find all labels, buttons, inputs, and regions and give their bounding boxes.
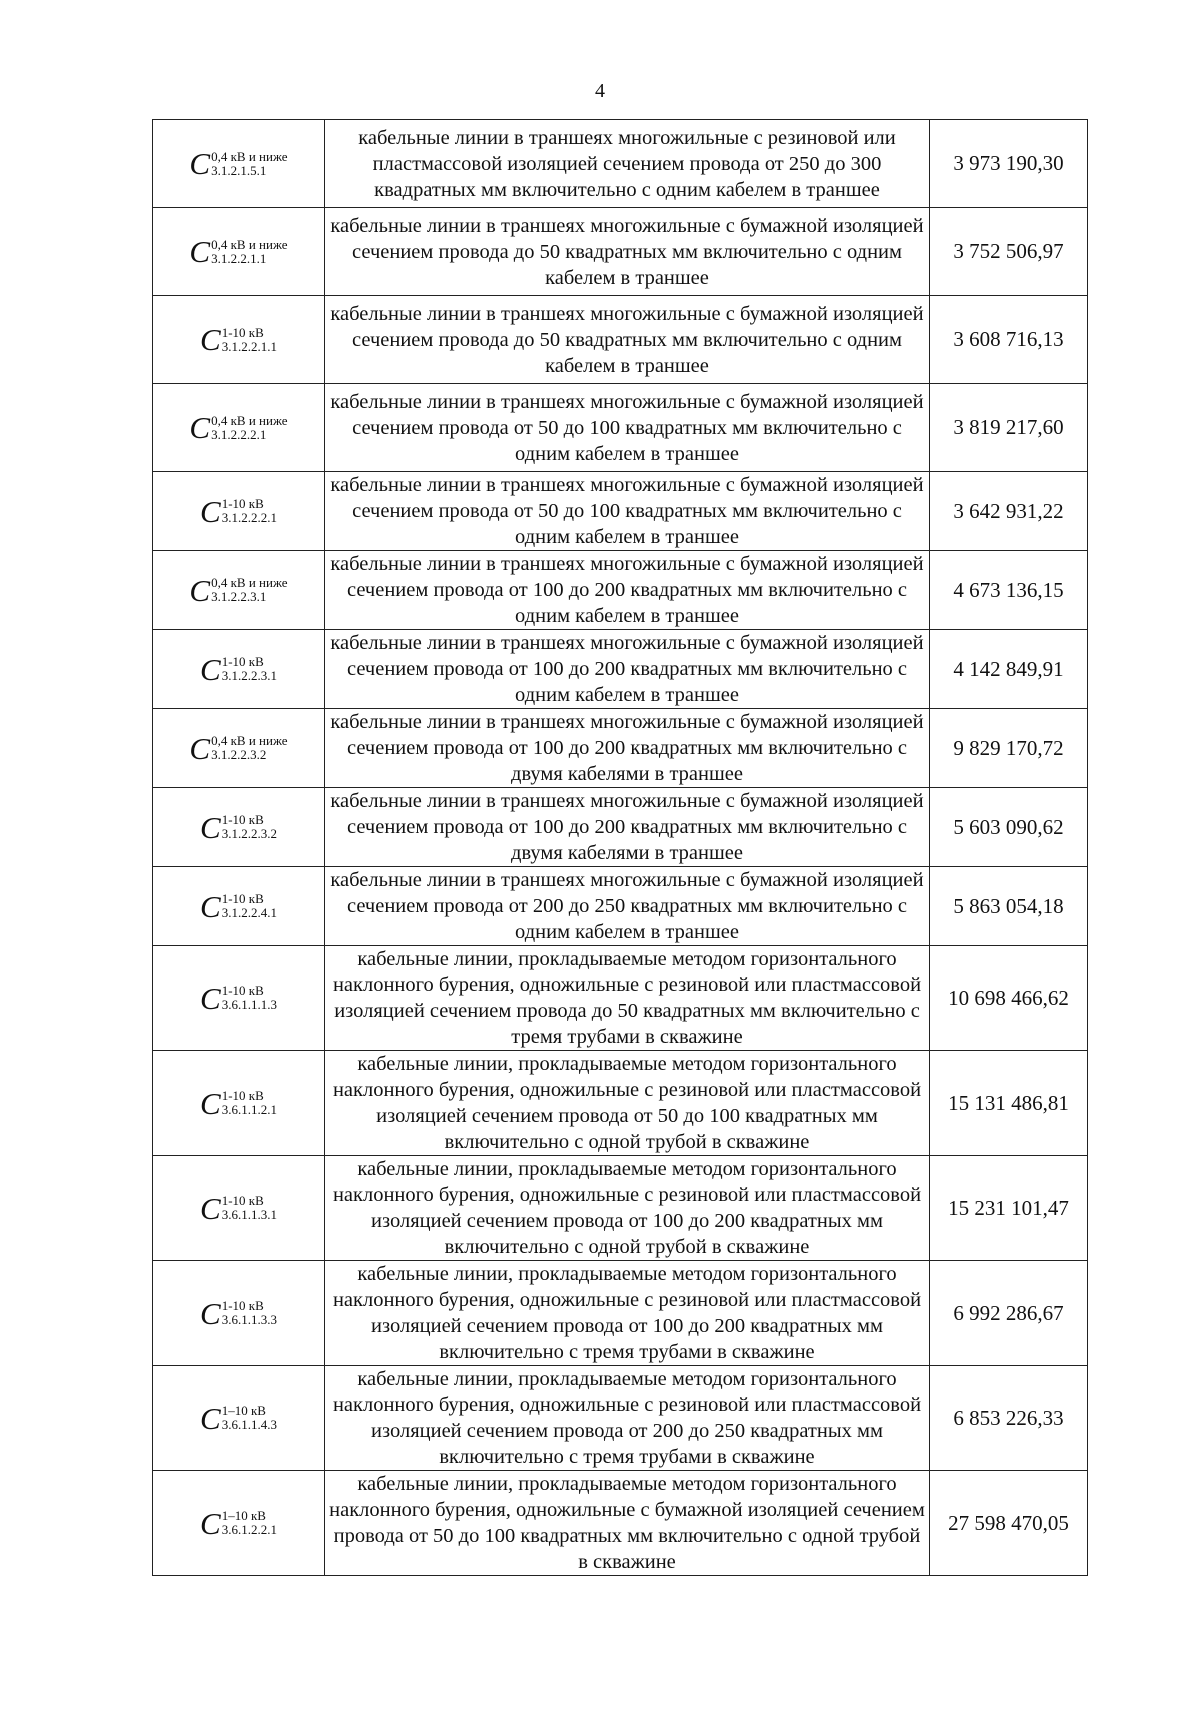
rate-code-cell [153, 1156, 325, 1261]
rate-description: кабельные линии в траншеях многожильные с бумажной изоляцией сечением провода от 50 до 100 квадратных мм включительно с одним кабелем в траншее [325, 472, 930, 551]
rate-value: 10 698 466,62 [930, 946, 1088, 1051]
rate-symbol-letter: C [200, 1400, 221, 1436]
rate-index: 3.1.2.2.3.2 [211, 747, 267, 762]
rate-description: кабельные линии, прокладываемые методом горизонтального наклонного бурения, одножильные с резиновой или пластмассовой изоляцией сечением провода до 50 квадратных мм включительно с тремя трубами в скважине [325, 946, 930, 1051]
rate-code-cell [153, 788, 325, 867]
table-row [153, 1051, 1088, 1156]
rate-voltage-class: 1-10 кВ [221, 496, 264, 512]
rate-value: 5 603 090,62 [930, 788, 1088, 867]
rate-voltage-class: 0,4 кВ и ниже [211, 575, 288, 591]
rate-value: 3 608 716,13 [930, 296, 1088, 384]
rate-symbol-letter: C [189, 572, 211, 608]
rate-index: 3.6.1.1.3.3 [221, 1312, 277, 1327]
rate-symbol-letter: C [200, 322, 221, 357]
rate-voltage-class: 1-10 кВ [221, 1088, 264, 1104]
rate-voltage-class: 1-10 кВ [221, 891, 264, 907]
table-row [153, 296, 1088, 384]
rate-description: кабельные линии, прокладываемые методом горизонтального наклонного бурения, одножильные с бумажной изоляцией сечением провода от 50 до 100 квадратных мм включительно с одной трубой в скважине [325, 1471, 930, 1576]
rate-value: 3 973 190,30 [930, 120, 1088, 208]
rate-voltage-class: 1-10 кВ [221, 654, 264, 670]
rate-voltage-class: 1–10 кВ [221, 1508, 266, 1524]
table-row [153, 709, 1088, 788]
rate-description: кабельные линии в траншеях многожильные с бумажной изоляцией сечением провода от 100 до 200 квадратных мм включительно с одним кабелем в траншее [325, 551, 930, 630]
rate-value: 3 642 931,22 [930, 472, 1088, 551]
rate-voltage-class: 0,4 кВ и ниже [211, 148, 288, 164]
rate-index: 3.1.2.2.2.1 [221, 510, 277, 525]
rate-symbol [200, 1085, 277, 1121]
table-row [153, 551, 1088, 630]
rate-index: 3.6.1.1.1.3 [221, 997, 277, 1012]
rate-symbol-letter: C [200, 493, 221, 529]
rate-index: 3.1.2.1.5.1 [211, 162, 267, 178]
rate-value: 3 819 217,60 [930, 384, 1088, 472]
rate-voltage-class: 0,4 кВ и ниже [211, 236, 288, 252]
rate-symbol [200, 1400, 277, 1436]
rate-voltage-class: 1-10 кВ [221, 812, 264, 828]
rate-value: 3 752 506,97 [930, 208, 1088, 296]
rates-table-body [153, 120, 1088, 1576]
rate-symbol [189, 572, 288, 608]
rate-index: 3.1.2.2.3.1 [221, 668, 277, 683]
rate-description: кабельные линии в траншеях многожильные с бумажной изоляцией сечением провода от 50 до 100 квадратных мм включительно с одним кабелем в траншее [325, 384, 930, 472]
rate-symbol-letter: C [189, 234, 211, 269]
rate-symbol-letter: C [189, 730, 211, 766]
rate-index: 3.1.2.2.3.1 [211, 589, 267, 604]
rate-symbol [200, 651, 277, 687]
rate-index: 3.1.2.2.4.1 [221, 905, 277, 920]
rate-code-cell [153, 384, 325, 472]
rate-symbol [189, 730, 288, 766]
rate-description: кабельные линии, прокладываемые методом горизонтального наклонного бурения, одножильные с резиновой или пластмассовой изоляцией сечением провода от 100 до 200 квадратных мм включительно с одной трубой в скважине [325, 1156, 930, 1261]
rate-code-cell [153, 630, 325, 709]
rate-symbol [200, 1295, 277, 1331]
table-row [153, 1261, 1088, 1366]
rate-code-cell [153, 946, 325, 1051]
rate-index: 3.6.1.2.2.1 [221, 1522, 277, 1537]
rate-symbol [200, 1190, 277, 1226]
rate-symbol [200, 324, 277, 355]
rate-code-cell [153, 1471, 325, 1576]
rate-symbol-letter: C [200, 1505, 221, 1541]
rate-value: 6 992 286,67 [930, 1261, 1088, 1366]
rate-value: 4 673 136,15 [930, 551, 1088, 630]
rate-index: 3.1.2.2.3.2 [221, 826, 277, 841]
rate-index: 3.6.1.1.3.1 [221, 1207, 277, 1222]
rates-table [152, 119, 1088, 1576]
rate-value: 27 598 470,05 [930, 1471, 1088, 1576]
rate-index: 3.1.2.2.1.1 [221, 338, 277, 354]
table-row [153, 384, 1088, 472]
rate-value: 6 853 226,33 [930, 1366, 1088, 1471]
rate-description: кабельные линии в траншеях многожильные с бумажной изоляцией сечением провода от 100 до 200 квадратных мм включительно с одним кабелем в траншее [325, 630, 930, 709]
table-row [153, 472, 1088, 551]
rate-voltage-class: 1–10 кВ [221, 1403, 266, 1419]
rate-index: 3.6.1.1.4.3 [221, 1417, 277, 1432]
rate-symbol-letter: C [200, 980, 221, 1016]
table-row [153, 867, 1088, 946]
rate-symbol-letter: C [200, 1085, 221, 1121]
rate-code-cell [153, 551, 325, 630]
rate-value: 4 142 849,91 [930, 630, 1088, 709]
rate-value: 9 829 170,72 [930, 709, 1088, 788]
rate-index: 3.1.2.2.1.1 [211, 250, 267, 266]
rate-symbol-letter: C [200, 1295, 221, 1331]
rate-symbol-letter: C [200, 651, 221, 687]
rate-description: кабельные линии в траншеях многожильные с бумажной изоляцией сечением провода до 50 квадратных мм включительно с одним кабелем в траншее [325, 296, 930, 384]
rate-code-cell [153, 296, 325, 384]
rate-symbol-letter: C [200, 888, 221, 924]
rate-code-cell [153, 1051, 325, 1156]
page-number: 4 [595, 80, 605, 102]
rate-code-cell [153, 472, 325, 551]
rate-symbol [189, 236, 287, 267]
rate-symbol [189, 148, 287, 179]
rate-symbol [200, 1505, 277, 1541]
rate-symbol-letter: C [200, 809, 221, 845]
rate-description: кабельные линии, прокладываемые методом горизонтального наклонного бурения, одножильные с резиновой или пластмассовой изоляцией сечением провода от 100 до 200 квадратных мм включительно с тремя трубами в скважине [325, 1261, 930, 1366]
rate-symbol-letter: C [200, 1190, 221, 1226]
rate-description: кабельные линии, прокладываемые методом горизонтального наклонного бурения, одножильные с резиновой или пластмассовой изоляцией сечением провода от 50 до 100 квадратных мм включительно с одной трубой в скважине [325, 1051, 930, 1156]
rate-voltage-class: 1-10 кВ [221, 324, 264, 340]
rate-description: кабельные линии в траншеях многожильные с бумажной изоляцией сечением провода от 100 до 200 квадратных мм включительно с двумя кабелями в траншее [325, 709, 930, 788]
table-row [153, 630, 1088, 709]
rate-symbol [200, 493, 277, 529]
table-row [153, 788, 1088, 867]
rate-voltage-class: 0,4 кВ и ниже [211, 733, 288, 749]
rate-code-cell [153, 208, 325, 296]
rate-value: 15 131 486,81 [930, 1051, 1088, 1156]
rate-description: кабельные линии в траншеях многожильные с бумажной изоляцией сечением провода до 50 квадратных мм включительно с одним кабелем в траншее [325, 208, 930, 296]
rate-symbol [200, 888, 277, 924]
rate-symbol-letter: C [189, 410, 211, 445]
rate-voltage-class: 1-10 кВ [221, 983, 264, 999]
rate-description: кабельные линии в траншеях многожильные с резиновой или пластмассовой изоляцией сечением провода от 250 до 300 квадратных мм включительно с одним кабелем в траншее [325, 120, 930, 208]
table-row [153, 1471, 1088, 1576]
rate-symbol [200, 809, 277, 845]
rate-symbol [200, 980, 277, 1016]
rate-index: 3.6.1.1.2.1 [221, 1102, 277, 1117]
rate-code-cell [153, 867, 325, 946]
table-row [153, 1366, 1088, 1471]
rate-code-cell [153, 1366, 325, 1471]
rate-symbol [189, 412, 287, 443]
table-row [153, 120, 1088, 208]
table-row [153, 946, 1088, 1051]
rate-voltage-class: 1-10 кВ [221, 1193, 264, 1209]
rate-index: 3.1.2.2.2.1 [211, 426, 267, 442]
rate-value: 5 863 054,18 [930, 867, 1088, 946]
rate-description: кабельные линии, прокладываемые методом горизонтального наклонного бурения, одножильные с резиновой или пластмассовой изоляцией сечением провода от 200 до 250 квадратных мм включительно с тремя трубами в скважине [325, 1366, 930, 1471]
rate-symbol-letter: C [189, 146, 211, 181]
rate-code-cell [153, 1261, 325, 1366]
rate-description: кабельные линии в траншеях многожильные с бумажной изоляцией сечением провода от 100 до 200 квадратных мм включительно с двумя кабелями в траншее [325, 788, 930, 867]
rate-value: 15 231 101,47 [930, 1156, 1088, 1261]
rate-voltage-class: 1-10 кВ [221, 1298, 264, 1314]
table-row [153, 208, 1088, 296]
rate-description: кабельные линии в траншеях многожильные с бумажной изоляцией сечением провода от 200 до 250 квадратных мм включительно с одним кабелем в траншее [325, 867, 930, 946]
rate-code-cell [153, 709, 325, 788]
rate-code-cell [153, 120, 325, 208]
rate-voltage-class: 0,4 кВ и ниже [211, 412, 288, 428]
table-row [153, 1156, 1088, 1261]
